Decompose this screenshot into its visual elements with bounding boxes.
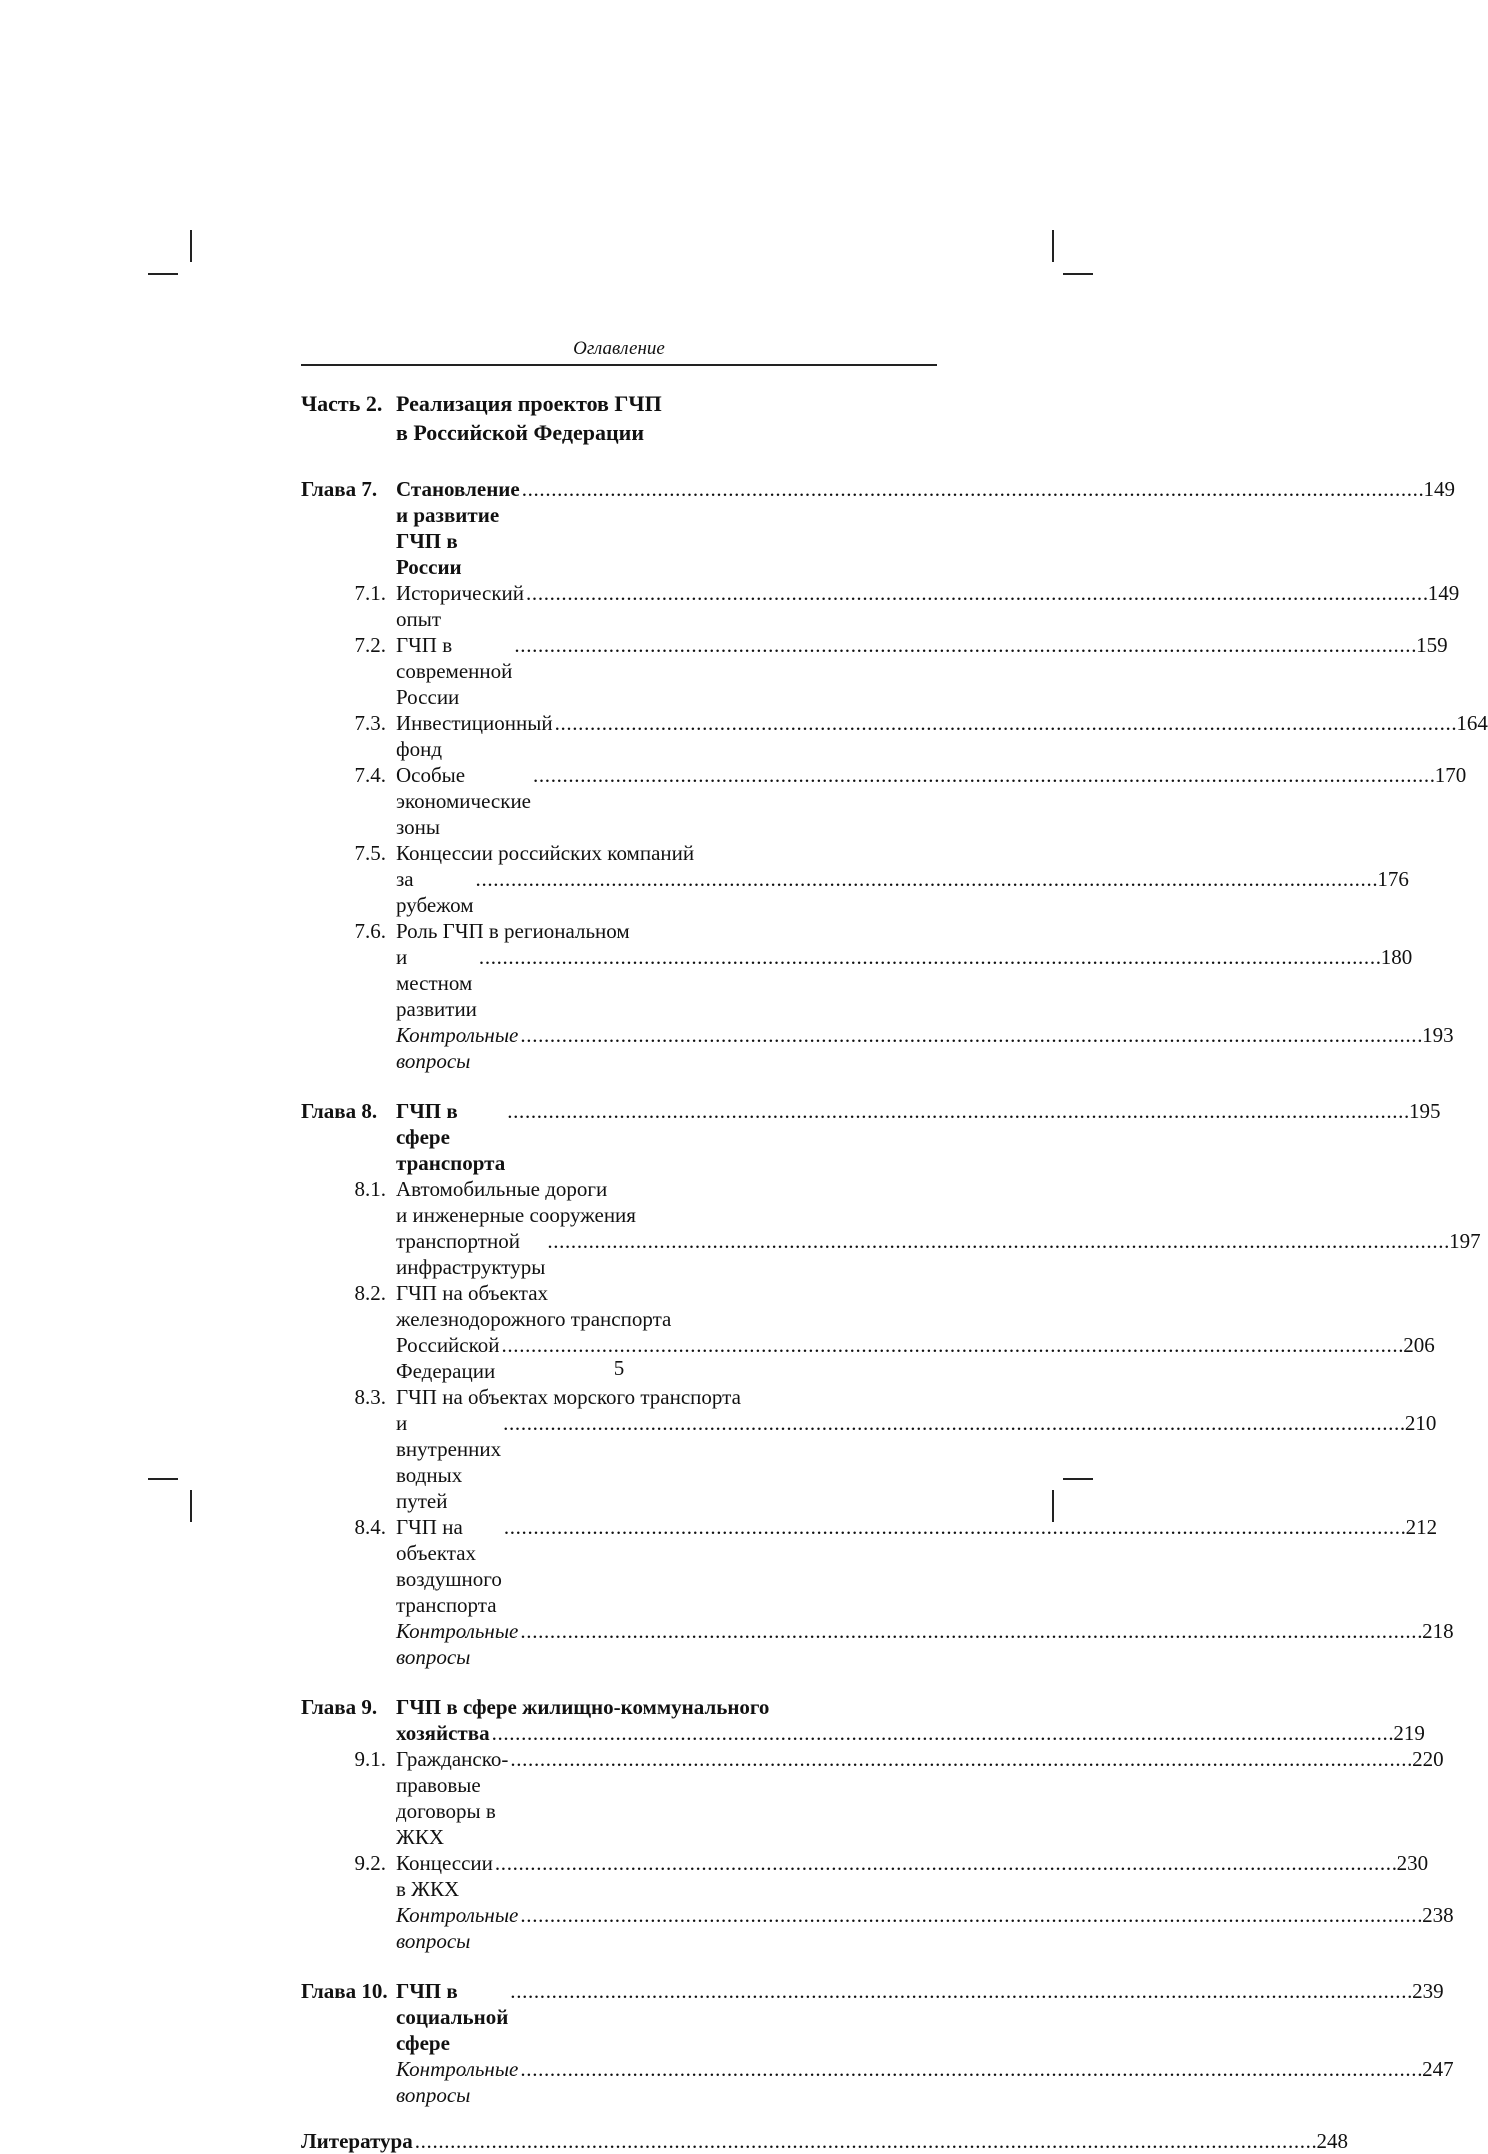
section-title: ГЧП в современной России — [396, 633, 513, 709]
section-title: Роль ГЧП в региональном — [396, 919, 630, 943]
crop-mark-top-right-h — [1063, 273, 1093, 275]
part-title-line: Реализация проектов ГЧП — [396, 391, 662, 416]
section-number: 8.3. — [354, 1385, 386, 1409]
chapter-label: Глава 8. — [301, 1099, 378, 1123]
toc-entry-7-6[interactable] — [301, 918, 1413, 1022]
toc-entry-7-5[interactable] — [301, 840, 1409, 918]
section-title: Концессии российских компаний — [396, 841, 695, 865]
section-number: 7.5. — [354, 841, 386, 865]
chapter-title: ГЧП в социальной сфере — [396, 1979, 509, 2055]
section-title: Гражданско-правовые договоры в ЖКХ — [396, 1747, 509, 1849]
crop-mark-bottom-left — [190, 1490, 192, 1522]
toc-entry-chapter-10[interactable] — [301, 1978, 1444, 2056]
section-number: 9.2. — [354, 1851, 386, 1875]
chapter-title: Становление и развитие ГЧП в России — [396, 477, 520, 579]
toc-entry-9-1[interactable] — [301, 1746, 1444, 1850]
questions-label: Контрольные вопросы — [396, 1619, 519, 1669]
section-title-cont: и инженерные сооружения — [396, 1203, 636, 1227]
chapter-title-cont: хозяйства — [396, 1721, 490, 1745]
page-number: 206 — [1403, 1333, 1435, 1357]
page-number: 218 — [1422, 1619, 1454, 1643]
page-number: 197 — [1449, 1229, 1481, 1253]
part-title-line: в Российской Федерации — [396, 420, 645, 445]
toc-entry-7-4[interactable] — [301, 762, 1467, 840]
section-title: ГЧП на объектах — [396, 1281, 549, 1305]
section-number: 9.1. — [354, 1747, 386, 1771]
crop-mark-bottom-left-h — [148, 1478, 178, 1480]
chapter-title: ГЧП в сфере жилищно-коммунального — [396, 1695, 770, 1719]
page-number: 247 — [1422, 2057, 1454, 2081]
page-number: 164 — [1456, 711, 1488, 735]
page-number: 220 — [1412, 1747, 1444, 1771]
section-number: 8.2. — [354, 1281, 386, 1305]
toc-entry-7-2[interactable] — [301, 632, 1448, 710]
section-title: Автомобильные дороги — [396, 1177, 608, 1201]
part-label: Часть 2. — [301, 391, 383, 416]
section-title-cont: и местном развитии — [396, 945, 477, 1021]
questions-label: Контрольные вопросы — [396, 1023, 519, 1073]
running-head: Оглавление — [573, 338, 665, 359]
toc-entry-chapter-8[interactable] — [301, 1098, 1441, 1176]
chapter-label: Глава 10. — [301, 1979, 388, 2003]
section-title: ГЧП на объектах воздушного транспорта — [396, 1515, 502, 1617]
literature-label: Литература — [301, 2129, 413, 2153]
toc-entry-chapter-9[interactable] — [301, 1694, 1425, 1746]
page-number: 230 — [1396, 1851, 1429, 1875]
section-number: 7.6. — [354, 919, 386, 943]
toc-entry-9-2[interactable] — [301, 1850, 1429, 1902]
section-number: 7.4. — [354, 763, 386, 787]
page-number: 193 — [1422, 1023, 1454, 1047]
toc-entry-8-3[interactable] — [301, 1384, 1437, 1514]
section-title: Особые экономические зоны — [396, 763, 532, 839]
section-title-cont: Российской Федерации — [396, 1333, 500, 1383]
chapter-title: ГЧП в сфере транспорта — [396, 1099, 506, 1175]
toc-entry-8-4[interactable] — [301, 1514, 1438, 1618]
chapter-label: Глава 9. — [301, 1695, 378, 1719]
chapter-label: Глава 7. — [301, 477, 378, 501]
toc-entry-7-1[interactable] — [301, 580, 1460, 632]
page-number: 180 — [1380, 945, 1413, 969]
section-title: Концессии в ЖКХ — [396, 1851, 493, 1901]
page-number: 176 — [1377, 867, 1409, 891]
section-title: Исторический опыт — [396, 581, 525, 631]
section-title: Инвестиционный фонд — [396, 711, 553, 761]
toc-entry-questions-8[interactable] — [301, 1618, 1454, 1670]
section-title: ГЧП на объектах морского транспорта — [396, 1385, 741, 1409]
page-number: 159 — [1416, 633, 1448, 657]
section-title-cont: и внутренних водных путей — [396, 1411, 502, 1513]
page-number: 149 — [1427, 581, 1460, 605]
section-number: 7.2. — [354, 633, 386, 657]
toc-entry-questions-9[interactable] — [301, 1902, 1454, 1954]
toc-entry-questions-7[interactable] — [301, 1022, 1454, 1074]
questions-label: Контрольные вопросы — [396, 2057, 519, 2107]
page-number: 210 — [1404, 1411, 1437, 1435]
page-number: 219 — [1393, 1721, 1425, 1745]
page-number: 239 — [1412, 1979, 1444, 2003]
section-number: 8.4. — [354, 1515, 386, 1539]
page-number: 212 — [1405, 1515, 1438, 1539]
section-number: 7.3. — [354, 711, 386, 735]
table-of-contents — [301, 389, 1488, 2154]
page-number: 238 — [1422, 1903, 1454, 1927]
toc-entry-questions-10[interactable] — [301, 2056, 1454, 2108]
section-title-cont: за рубежом — [396, 867, 474, 917]
crop-mark-top-left — [190, 230, 192, 262]
toc-entry-chapter-7[interactable] — [301, 476, 1455, 580]
section-number: 8.1. — [354, 1177, 386, 1201]
page-folio: 5 — [613, 1356, 625, 1380]
crop-mark-top-right — [1052, 230, 1054, 262]
section-title-cont: транспортной инфраструктуры — [396, 1229, 546, 1279]
page-number: 248 — [1316, 2129, 1349, 2153]
page-number: 149 — [1423, 477, 1455, 501]
page-number: 170 — [1434, 763, 1467, 787]
part-heading — [301, 389, 937, 447]
section-title-cont: железнодорожного транспорта — [396, 1307, 672, 1331]
toc-entry-7-3[interactable] — [301, 710, 1488, 762]
toc-entry-8-1[interactable] — [301, 1176, 1481, 1280]
page-number: 195 — [1409, 1099, 1441, 1123]
questions-label: Контрольные вопросы — [396, 1903, 519, 1953]
toc-entry-literature[interactable] — [301, 2128, 1349, 2154]
header-rule — [301, 364, 937, 366]
section-number: 7.1. — [354, 581, 386, 605]
crop-mark-top-left-h — [148, 273, 178, 275]
